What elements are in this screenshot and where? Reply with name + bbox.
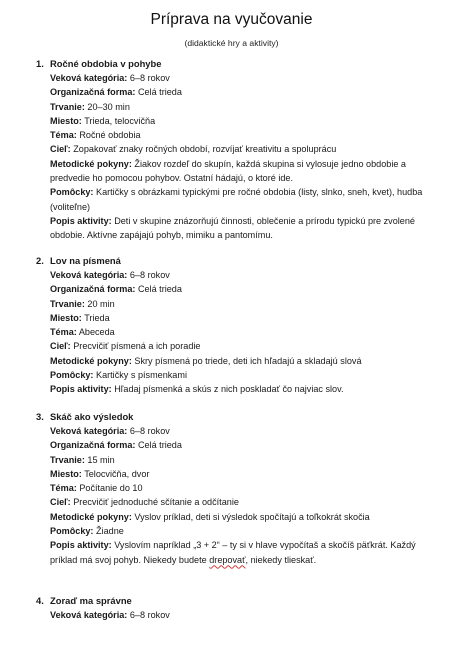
field-age [50,424,436,438]
field-label: Veková kategória: [50,270,128,280]
field-value: Celá trieda [137,284,182,295]
field-label: Pomôcky: [50,370,94,381]
field-form [50,282,436,296]
section-heading [36,410,436,424]
field-topic [50,128,436,142]
field-place [50,114,436,128]
field-label: Téma: [50,327,77,338]
field-value: Precvičiť jednoduché sčítanie a odčítanie [73,497,239,508]
field-duration [50,453,436,467]
field-value: 20 min [87,298,115,309]
field-label: Popis aktivity: [50,215,112,226]
field-value: Abeceda [78,327,115,338]
field-duration [50,100,436,114]
field-label: Organizačná forma: [50,440,136,451]
section-number: 3. [36,411,44,422]
field-value: Ročné obdobia [79,130,141,141]
field-label: Metodické pokyny: [50,158,132,169]
field-activity [50,382,436,396]
field-value: Trieda, telocvičňa [84,115,156,126]
field-value: Deti v skupine znázorňujú činnosti, oblečenie a prírodu typickú pre zvolené [114,215,415,226]
field-place [50,311,436,325]
field-value: Vyslovím napríklad „3 + 2“ – ty si v hlave vypočítaš a skočíš päťkrát. Každý [114,540,416,551]
section-heading [36,594,436,608]
field-value: 20–30 min [87,101,130,112]
field-value: Počítanie do 10 [79,483,143,494]
field-topic [50,481,436,495]
field-goal [50,142,436,156]
field-instructions [50,510,436,524]
section-name: Skáč ako výsledok [50,411,134,422]
page-subtitle: (didaktické hry a aktivity) [184,38,279,48]
field-value: Telocvičňa, dvor [84,468,150,479]
field-aids [50,524,436,538]
field-value: Žiakov rozdeľ do skupín, každá skupina si vylosuje jedno obdobie a [134,158,406,169]
field-label: Pomôcky: [50,526,94,537]
field-label: Téma: [50,483,77,494]
field-label: Trvanie: [50,454,85,465]
section-number: 4. [36,595,44,606]
section-name: Zoraď ma správne [50,595,132,606]
section-number: 2. [36,255,44,266]
field-label: Cieľ: [50,144,71,155]
field-label: Organizačná forma: [50,284,136,295]
section-number: 1. [36,58,44,69]
field-value: Skry písmená po triede, deti ich hľadajú a skladajú slová [134,355,362,366]
section-3 [36,410,436,567]
field-place [50,467,436,481]
section-2 [36,254,436,397]
field-value: 6–8 rokov [129,426,170,436]
field-value: 15 min [87,454,115,465]
field-age [50,608,436,622]
field-value: 6–8 rokov [129,73,170,83]
field-value: 6–8 rokov [129,610,170,620]
field-activity [50,538,436,552]
field-age [50,71,436,85]
field-value: Trieda [84,312,110,323]
field-goal [50,339,436,353]
section-name: Lov na písmená [50,255,121,266]
field-label: Téma: [50,130,77,141]
field-label: Trvanie: [50,298,85,309]
section-heading [36,254,436,268]
field-value: Kartičky s písmenkami [96,370,187,381]
section-heading [36,57,436,71]
field-instructions [50,354,436,368]
field-label: Veková kategória: [50,73,128,83]
section-4 [36,594,436,622]
field-value: Žiadne [96,526,124,537]
field-aids-cont: (voliteľne) [50,201,91,212]
field-activity-cont: obdobie. Aktívne zapájajú pohyb, mimiku a pantomímu. [50,230,273,241]
field-instructions [50,157,436,171]
section-name: Ročné obdobia v pohybe [50,58,162,69]
field-label: Veková kategória: [50,610,128,620]
field-activity-cont [50,553,436,567]
field-label: Miesto: [50,468,82,479]
page-title: Príprava na vyučovanie [150,11,313,28]
field-label: Miesto: [50,312,82,323]
field-label: Trvanie: [50,101,85,112]
field-label: Pomôcky: [50,187,94,198]
field-value: Zopakovať znaky ročných období, rozvíjať kreativitu a spoluprácu [73,144,337,155]
text-run: príklad má svoj pohyb. Niekedy budete [50,554,210,565]
field-aids [50,368,436,382]
field-value: Celá trieda [137,440,182,451]
field-label: Cieľ: [50,497,71,508]
field-label: Cieľ: [50,341,71,352]
field-label: Miesto: [50,115,82,126]
field-value: Hľadaj písmenká a skús z nich poskladať čo najviac slov. [114,384,344,395]
spellcheck-flagged-word[interactable]: drepovať [209,554,246,565]
field-value: Kartičky s obrázkami typickými pre ročné obdobia (listy, slnko, sneh, kvet), hudba [96,187,423,198]
field-value: Celá trieda [137,87,182,98]
field-topic [50,325,436,339]
field-goal [50,495,436,509]
field-duration [50,297,436,311]
field-label: Metodické pokyny: [50,355,132,366]
field-value: 6–8 rokov [129,270,170,280]
field-label: Metodické pokyny: [50,511,132,522]
section-1 [36,57,436,243]
field-label: Popis aktivity: [50,540,112,551]
field-value: Precvičiť písmená a ich poradie [73,341,201,352]
field-label: Popis aktivity: [50,384,112,395]
field-activity [50,214,436,228]
field-label: Organizačná forma: [50,87,136,98]
field-value: Vyslov príklad, deti si výsledok spočítajú a toľkokrát skočia [134,511,370,522]
field-age [50,268,436,282]
field-form [50,85,436,99]
field-instructions-cont: predvedie ho pomocou pohybov. Ostatní hádajú, o ktoré ide. [50,173,293,184]
field-aids [50,185,436,199]
text-run: , niekedy tlieskať. [245,554,317,565]
field-label: Veková kategória: [50,426,128,436]
field-form [50,438,436,452]
